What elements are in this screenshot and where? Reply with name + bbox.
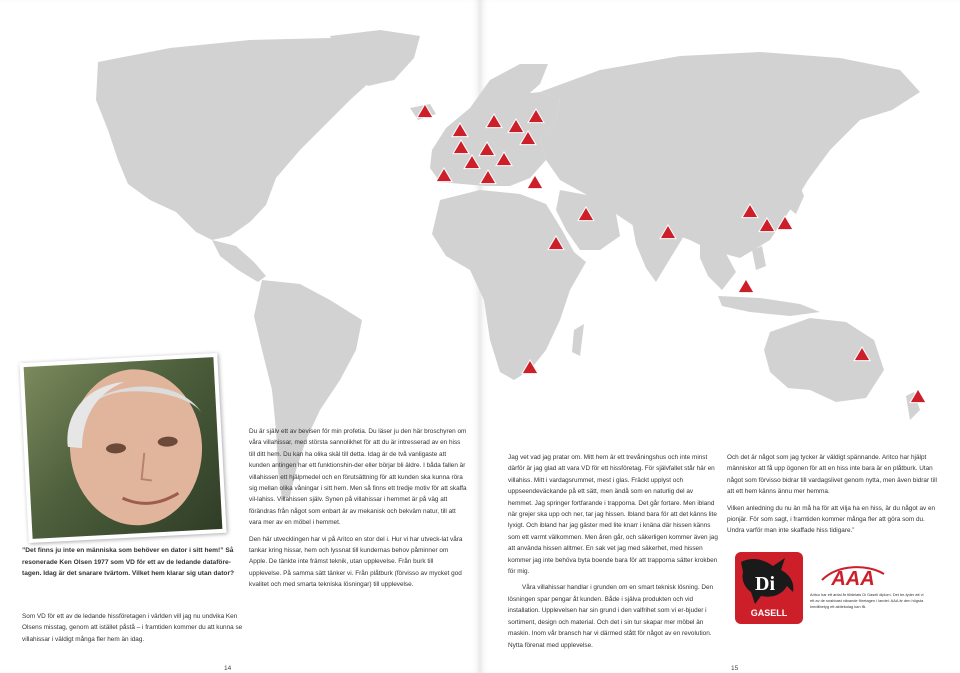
page-number-right: 15: [731, 665, 739, 672]
philippines-shape: [752, 246, 766, 270]
portrait-icon: [24, 357, 223, 539]
rating-note: Aritco har ett antal år tilldelats Di Gasell diplom. Det be-tyder att vi ett av de snabbast växande företagen i landet. AAA är den högsta kreditbetyg ett aktiebolag kan få.: [810, 592, 924, 609]
portrait-image: [24, 357, 223, 539]
text-column-3: [727, 452, 939, 542]
central-america-shape: [212, 240, 266, 282]
pull-quote: ”Det finns ju inte en människa som behöver en dator i sitt hem!” Så resonerade Ken Olsen 1977 som VD för ett av de ledande dataföre-tagen. Idag är det snarare tvärtom. Vilket hem klarar sig utan dator?: [22, 547, 235, 578]
di-gasell-logo: [735, 552, 803, 624]
gasell-logo-text: GASELL: [750, 608, 788, 618]
madagascar-shape: [572, 324, 584, 356]
di-logo-text: Di: [755, 573, 775, 595]
indonesia-shape: [718, 296, 820, 316]
page-number-left: 14: [224, 665, 232, 672]
location-marker-indonesia: [738, 279, 754, 293]
column-1-paragraph-2: Den här utvecklingen har vi på Aritco en stor del i. Hur vi har utveck-lat våra tankar kring hissar, hem och lyssnat till kundernas behov påminner om Apple. De tänkte inte främst teknik, utan upplevelse. Från burk till upplevelse. På samma sätt tänker vi. Från plåtburk (förvisso av mycket god kvalitet och med smarta tekniska lösningar) till upplevelse.: [249, 535, 463, 589]
column-2-paragraph-2: Våra villahissar handlar i grunden om en smart teknisk lösning. Den lösningen spar pengar åt kunden. Både i själva produkten och vid installation. Upplevelsen har sin grund i den valfrihet som vi er-bjuder i sortiment, design och material. Och det i sin tur skapar mer möbel än maskin. Inom vår bransch har vi därmed stått för något av en revolution. Nytta förenat med upplevelse.: [508, 584, 714, 649]
intro-paragraph: Som VD för ett av de ledande hissföretagen i världen vill jag nu undvika Ken Olsens misstag, genom att istället påstå – i framtiden kommer du att kunna se villahissar i väldigt många fler hem än idag.: [22, 613, 243, 643]
column-3-paragraph-2: Vilken anledning du nu än må ha för att vilja ha en hiss, är du något av en pionjär. För som sagt, i framtiden kommer många fler att göra som du. Undra varför man inte skaffade hiss tidigare.”: [727, 504, 936, 535]
column-1-paragraph-1: Du är själv ett av bevisen för min profetia. Du läser ju den här broschyren om våra villahissar, med största sannolikhet för att du är intresserad av en hiss till ditt hem. Du kan ha olika skäl till detta. Idag är de två vanligaste att kunden antingen har ett funktionshin-der eller börjar bli äldre. I båda fallen är villahissen ett hjälpmedel och en förutsättning för att kunden ska kunna röra sig mellan olika våningar i sitt hem. Men så finns ett tredje motiv för att skaffa vil-lahiss. Villahissen själv. Synen på villahissar i hemmet är på väg att förändras från något som enbart är av mekanisk och bekväm natur, till att vara mer av en möbel i hemmet.: [249, 428, 467, 527]
column-3-paragraph-1: Och det är något som jag tycker är väldigt spännande. Aritco har hjälpt människor att få upp ögonen för att en hiss inte bara är en plåtburk. Utan något som förvisso bidrar till vardagslivet genom nytta, men även bidrar till att ett hem känns ännu mer hemma.: [727, 454, 937, 496]
aaa-logo-text: AAA: [831, 568, 875, 588]
portrait-photo: [19, 353, 226, 543]
aaa-rating-logo: [818, 560, 888, 588]
column-2-paragraph-1: Jag vet vad jag pratar om. Mitt hem är ett trevåningshus och inte minst därför är jag glad att vara VD för ett hissföretag. För självfallet står här en villahiss. Mitt i vardagsrummet, mest i glas. Fräckt upplyst och uppseendeväckande på ett sätt, men ändå som en naturlig del av hemmet. Jag springer fortfarande i trapporna. Det går fortare. Men ibland när grejer ska upp och ner, tar jag hissen. Ibland bara för att det känns lite lyxigt. Och ibland har jag gäster med lite knarr i knäna där hissen känns som ett varmt välkommen. Men åren går, och säkerligen kommer även jag att använda hissen alltmer. En sak vet jag med säkerhet, med hissen kommer jag inte behöva byta boende bara för att trapporna sätter krokben för mig.: [508, 454, 718, 576]
text-column-1: [249, 426, 467, 596]
india-shape: [632, 222, 684, 282]
text-column-2: [508, 452, 718, 656]
